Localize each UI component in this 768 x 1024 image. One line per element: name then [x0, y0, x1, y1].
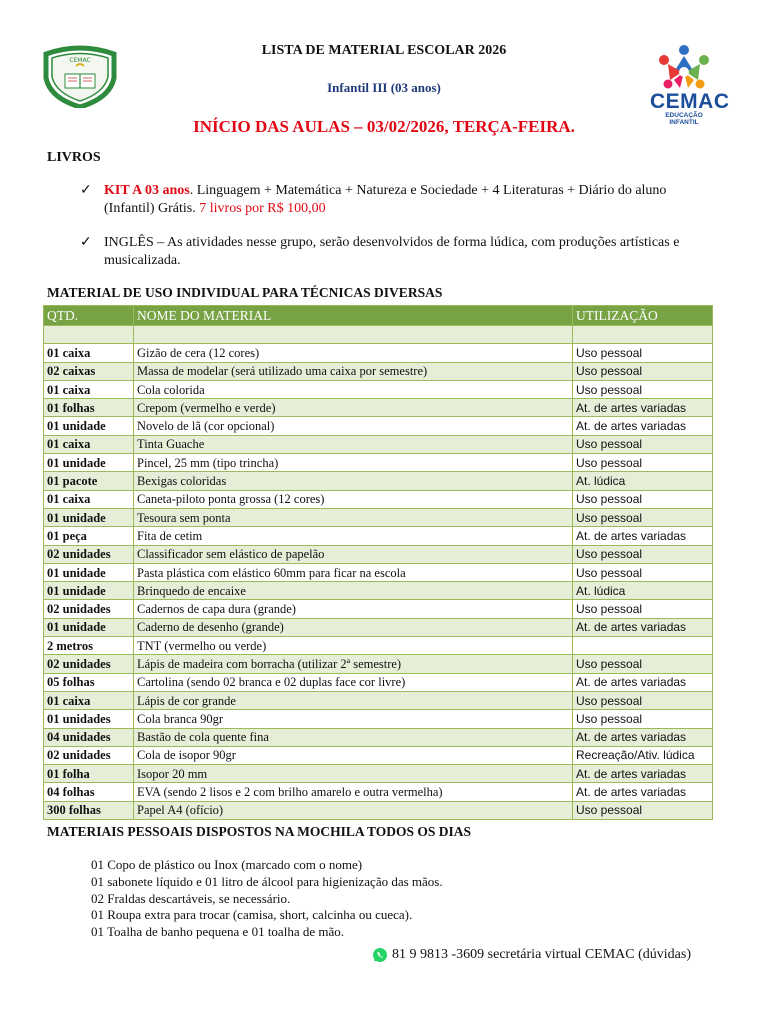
cell-usage: Uso pessoal [573, 380, 713, 398]
table-row [44, 728, 713, 746]
table-row [44, 545, 713, 563]
list-item: 01 sabonete líquido e 01 litro de álcool para higienização das mãos. [91, 873, 443, 889]
star-people-icon [650, 42, 718, 90]
table-row [44, 765, 713, 783]
table-row [44, 710, 713, 728]
cell-usage: Uso pessoal [573, 563, 713, 581]
cell-qty: 02 unidades [44, 746, 134, 764]
column-header-name: NOME DO MATERIAL [134, 306, 573, 326]
materials-heading: MATERIAL DE USO INDIVIDUAL PARA TÉCNICAS DIVERSAS [47, 285, 443, 300]
table-row [44, 472, 713, 490]
cell-qty: 01 caixa [44, 344, 134, 362]
cell-qty: 02 unidades [44, 655, 134, 673]
cell-material: Caderno de desenho (grande) [134, 618, 573, 636]
table-row [44, 362, 713, 380]
list-item: 01 Roupa extra para trocar (camisa, short, calcinha ou cueca). [91, 907, 413, 923]
start-date-notice: INÍCIO DAS AULAS – 03/02/2026, TERÇA-FEIRA. [193, 117, 575, 136]
cell-qty: 04 folhas [44, 783, 134, 801]
cell-usage: Uso pessoal [573, 508, 713, 526]
table-row [44, 655, 713, 673]
cell-material: Bexigas coloridas [134, 472, 573, 490]
cell-qty: 05 folhas [44, 673, 134, 691]
table-row [44, 673, 713, 691]
list-item: 01 Copo de plástico ou Inox (marcado com o nome) [91, 857, 363, 872]
cell-material: Papel A4 (ofício) [134, 801, 573, 819]
cell-usage: Uso pessoal [573, 344, 713, 362]
table-row [44, 326, 713, 344]
cell-qty: 01 unidade [44, 454, 134, 472]
checkmark-icon: ✓ [80, 183, 92, 198]
cell-usage: Uso pessoal [573, 600, 713, 618]
cell-qty: 01 unidades [44, 710, 134, 728]
cell-usage: Uso pessoal [573, 801, 713, 819]
list-item: 02 Fraldas descartáveis, se necessário. [91, 890, 291, 906]
cell-material: TNT (vermelho ou verde) [134, 637, 573, 655]
cell-usage: Uso pessoal [573, 454, 713, 472]
cell-usage: At. de artes variadas [573, 728, 713, 746]
table-row [44, 618, 713, 636]
cell-usage: At. de artes variadas [573, 765, 713, 783]
table-row [44, 582, 713, 600]
cell-qty: 2 metros [44, 637, 134, 655]
cell-material: Tesoura sem ponta [134, 508, 573, 526]
cell-qty: 02 caixas [44, 362, 134, 380]
cell-qty: 01 caixa [44, 435, 134, 453]
cell-material: Lápis de cor grande [134, 691, 573, 709]
cell-qty: 01 unidade [44, 618, 134, 636]
table-row [44, 563, 713, 581]
cell-usage: Uso pessoal [573, 655, 713, 673]
table-row [44, 600, 713, 618]
table-row [44, 508, 713, 526]
cell-qty: 04 unidades [44, 728, 134, 746]
cell-qty: 01 unidade [44, 417, 134, 435]
english-text: INGLÊS – As atividades nesse grupo, serão desenvolvidos de forma lúdica, com produções artísticas e musicalizada. [104, 235, 680, 268]
cell-material: Classificador sem elástico de papelão [134, 545, 573, 563]
cell-usage: At. de artes variadas [573, 399, 713, 417]
book-item-kit [80, 182, 684, 218]
cell-qty: 300 folhas [44, 801, 134, 819]
kit-text: . Linguagem + Matemática + Natureza e Sociedade + 4 Literaturas + Diário do aluno (Infantil) Grátis. [104, 183, 667, 216]
cell-qty: 01 caixa [44, 380, 134, 398]
cell-material: Gizão de cera (12 cores) [134, 344, 573, 362]
cell-qty: 01 unidade [44, 508, 134, 526]
checkmark-icon: ✓ [80, 235, 92, 250]
cell-material: Cola colorida [134, 380, 573, 398]
cell-material: Pincel, 25 mm (tipo trincha) [134, 454, 573, 472]
cell-material: Cola branca 90gr [134, 710, 573, 728]
svg-text:CEMAC: CEMAC [69, 57, 91, 64]
table-row [44, 801, 713, 819]
cell-usage: Recreação/Ativ. lúdica [573, 746, 713, 764]
cell-qty: 01 unidade [44, 563, 134, 581]
cell-usage [573, 637, 713, 655]
cell-material: Cola de isopor 90gr [134, 746, 573, 764]
list-item: 01 Toalha de banho pequena e 01 toalha de mão. [91, 924, 344, 940]
books-heading: LIVROS [47, 150, 101, 165]
personal-items-list [91, 857, 443, 941]
logo-name: CEMAC [650, 90, 730, 113]
table-row [44, 637, 713, 655]
table-row [44, 490, 713, 508]
cell-usage [573, 326, 713, 344]
table-row [44, 454, 713, 472]
cell-qty: 01 pacote [44, 472, 134, 490]
cell-material: Bastão de cola quente fina [134, 728, 573, 746]
cell-usage: At. lúdica [573, 582, 713, 600]
cell-usage: At. de artes variadas [573, 783, 713, 801]
cell-usage: Uso pessoal [573, 545, 713, 563]
personal-items-heading: MATERIAIS PESSOAIS DISPOSTOS NA MOCHILA TODOS OS DIAS [47, 824, 472, 839]
cell-usage: Uso pessoal [573, 691, 713, 709]
cell-qty: 01 folha [44, 765, 134, 783]
table-row [44, 783, 713, 801]
cell-qty [44, 326, 134, 344]
cell-material: Cadernos de capa dura (grande) [134, 600, 573, 618]
materials-table-body [44, 326, 713, 820]
cell-qty: 01 caixa [44, 490, 134, 508]
cell-usage: At. de artes variadas [573, 618, 713, 636]
cell-material: Fita de cetim [134, 527, 573, 545]
cell-qty: 02 unidades [44, 600, 134, 618]
cell-usage: Uso pessoal [573, 435, 713, 453]
cell-usage: At. de artes variadas [573, 527, 713, 545]
cell-usage: Uso pessoal [573, 362, 713, 380]
book-item-english [80, 234, 684, 270]
cell-material: Pasta plástica com elástico 60mm para ficar na escola [134, 563, 573, 581]
table-row [44, 417, 713, 435]
cell-qty: 01 peça [44, 527, 134, 545]
table-row [44, 691, 713, 709]
cell-material: Brinquedo de encaixe [134, 582, 573, 600]
table-row [44, 344, 713, 362]
contact-line [372, 947, 691, 963]
kit-lead: KIT A 03 anos [104, 183, 190, 198]
cell-usage: At. de artes variadas [573, 417, 713, 435]
cell-material: Novelo de lã (cor opcional) [134, 417, 573, 435]
cell-material: Crepom (vermelho e verde) [134, 399, 573, 417]
cell-material: Isopor 20 mm [134, 765, 573, 783]
cell-qty: 01 unidade [44, 582, 134, 600]
logo-subtitle: EDUCAÇÃO INFANTIL [665, 112, 703, 126]
table-row [44, 527, 713, 545]
column-header-qty: QTD. [44, 306, 134, 326]
table-row [44, 380, 713, 398]
column-header-usage: UTILIZAÇÃO [573, 306, 713, 326]
table-header-row [44, 306, 713, 326]
cell-usage: Uso pessoal [573, 490, 713, 508]
materials-table [43, 305, 713, 820]
contact-text: 81 9 9813 -3609 secretária virtual CEMAC (dúvidas) [392, 947, 691, 962]
table-row [44, 746, 713, 764]
document-title: LISTA DE MATERIAL ESCOLAR 2026 [261, 43, 507, 58]
cell-qty: 01 caixa [44, 691, 134, 709]
class-subtitle: Infantil III (03 anos) [327, 80, 441, 95]
cell-qty: 01 folhas [44, 399, 134, 417]
cell-material: Tinta Guache [134, 435, 573, 453]
cell-qty: 02 unidades [44, 545, 134, 563]
whatsapp-icon [372, 947, 388, 963]
table-row [44, 399, 713, 417]
kit-price: 7 livros por R$ 100,00 [199, 201, 326, 216]
cell-material: EVA (sendo 2 lisos e 2 com brilho amarelo e outra vermelha) [134, 783, 573, 801]
cell-material: Cartolina (sendo 02 branca e 02 duplas face cor livre) [134, 673, 573, 691]
cell-usage: At. de artes variadas [573, 673, 713, 691]
cell-usage: Uso pessoal [573, 710, 713, 728]
cemac-logo [650, 42, 730, 126]
table-row [44, 435, 713, 453]
cell-material: Caneta-piloto ponta grossa (12 cores) [134, 490, 573, 508]
cell-usage: At. lúdica [573, 472, 713, 490]
cell-material [134, 326, 573, 344]
cell-material: Lápis de madeira com borracha (utilizar 2ª semestre) [134, 655, 573, 673]
cell-material: Massa de modelar (será utilizado uma caixa por semestre) [134, 362, 573, 380]
